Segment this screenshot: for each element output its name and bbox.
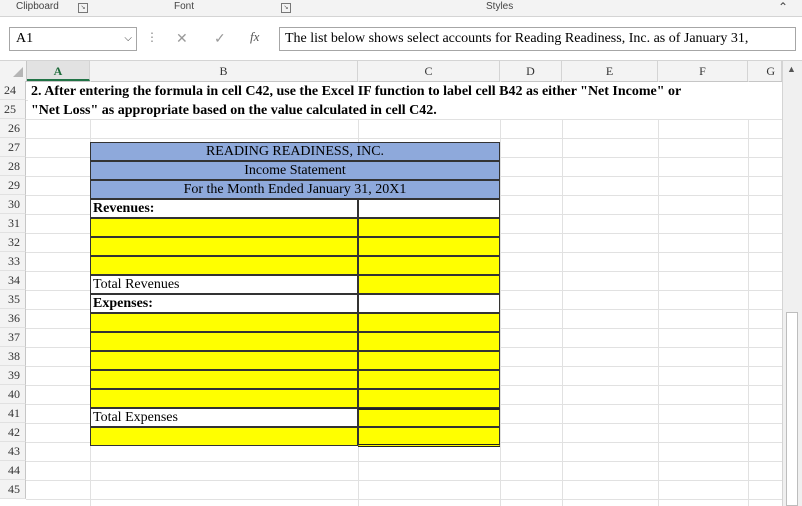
row-header-29[interactable]: 29 xyxy=(0,176,26,195)
revenue-account-cell[interactable] xyxy=(90,218,358,237)
scrollbar-thumb[interactable] xyxy=(786,312,798,506)
row-header-28[interactable]: 28 xyxy=(0,157,26,176)
revenues-amount-cell[interactable] xyxy=(358,199,500,218)
company-name-cell[interactable]: READING READINESS, INC. xyxy=(90,142,500,161)
column-header-d[interactable]: D xyxy=(500,61,562,81)
expense-account-cell[interactable] xyxy=(90,389,358,408)
row-header-33[interactable]: 33 xyxy=(0,252,26,271)
expenses-label-cell[interactable]: Expenses: xyxy=(90,294,358,313)
row-header-38[interactable]: 38 xyxy=(0,347,26,366)
total-expenses-label-cell[interactable]: Total Expenses xyxy=(90,408,358,427)
ribbon-group-labels xyxy=(0,0,802,17)
revenue-amount-cell[interactable] xyxy=(358,256,500,275)
expense-amount-cell[interactable] xyxy=(358,389,500,408)
revenue-amount-cell[interactable] xyxy=(358,237,500,256)
expense-amount-cell[interactable] xyxy=(358,370,500,389)
column-header-b[interactable]: B xyxy=(90,61,358,81)
total-expenses-amount-cell[interactable] xyxy=(358,408,500,427)
formula-content: The list below shows select accounts for Reading Readiness, Inc. as of January 31, xyxy=(285,31,749,46)
revenues-label-cell[interactable]: Revenues: xyxy=(90,199,358,218)
gridline xyxy=(26,119,782,120)
styles-group-label: Styles xyxy=(486,1,514,12)
row-header-45[interactable]: 45 xyxy=(0,480,26,499)
gridline xyxy=(26,461,782,462)
row-header-42[interactable]: 42 xyxy=(0,423,26,442)
font-group-label: Font xyxy=(174,1,195,12)
net-income-amount-cell[interactable] xyxy=(358,427,500,447)
enter-icon[interactable]: ✓ xyxy=(214,30,226,46)
expense-amount-cell[interactable] xyxy=(358,332,500,351)
row-header-30[interactable]: 30 xyxy=(0,195,26,214)
expense-amount-cell[interactable] xyxy=(358,313,500,332)
row-header-41[interactable]: 41 xyxy=(0,404,26,423)
insert-function-icon[interactable]: fx xyxy=(250,29,260,44)
expense-account-cell[interactable] xyxy=(90,351,358,370)
row-header-36[interactable]: 36 xyxy=(0,309,26,328)
expenses-amount-cell[interactable] xyxy=(358,294,500,313)
gridline xyxy=(26,499,782,500)
row-header-43[interactable]: 43 xyxy=(0,442,26,461)
statement-period-cell[interactable]: For the Month Ended January 31, 20X1 xyxy=(90,180,500,199)
chevron-up-icon[interactable]: ⌃ xyxy=(778,0,789,14)
row-header-40[interactable]: 40 xyxy=(0,385,26,404)
instruction-line-2: "Net Loss" as appropriate based on the value calculated in cell C42. xyxy=(31,103,437,118)
chevron-down-icon[interactable]: ⌵ xyxy=(124,33,132,44)
font-launcher-icon[interactable]: ↘ xyxy=(281,3,291,13)
revenue-account-cell[interactable] xyxy=(90,237,358,256)
cancel-icon[interactable]: ✕ xyxy=(176,30,188,46)
gridline xyxy=(748,81,749,506)
row-header-34[interactable]: 34 xyxy=(0,271,26,290)
column-header-e[interactable]: E xyxy=(562,61,658,81)
revenue-account-cell[interactable] xyxy=(90,256,358,275)
row-header-37[interactable]: 37 xyxy=(0,328,26,347)
scroll-up-icon[interactable]: ▲ xyxy=(787,64,796,74)
select-all-icon xyxy=(13,67,23,77)
gridline xyxy=(500,81,501,506)
row-header-44[interactable]: 44 xyxy=(0,461,26,480)
column-header-g[interactable]: G xyxy=(748,61,782,81)
gridline xyxy=(562,81,563,506)
row-header-27[interactable]: 27 xyxy=(0,138,26,157)
name-box[interactable] xyxy=(9,27,137,51)
clipboard-group-label: Clipboard xyxy=(16,1,59,12)
net-income-label-cell[interactable] xyxy=(90,427,358,446)
row-header-35[interactable]: 35 xyxy=(0,290,26,309)
row-header-39[interactable]: 39 xyxy=(0,366,26,385)
expense-account-cell[interactable] xyxy=(90,313,358,332)
more-dots-icon[interactable]: ⋮ xyxy=(146,30,158,44)
gridline xyxy=(26,138,782,139)
gridline xyxy=(658,81,659,506)
column-header-f[interactable]: F xyxy=(658,61,748,81)
column-header-a[interactable]: A xyxy=(27,61,90,81)
row-header-32[interactable]: 32 xyxy=(0,233,26,252)
expense-amount-cell[interactable] xyxy=(358,351,500,370)
gridline xyxy=(26,480,782,481)
statement-title-cell[interactable]: Income Statement xyxy=(90,161,500,180)
expense-account-cell[interactable] xyxy=(90,332,358,351)
name-box-value: A1 xyxy=(16,31,34,46)
expense-account-cell[interactable] xyxy=(90,370,358,389)
total-revenues-label-cell[interactable]: Total Revenues xyxy=(90,275,358,294)
formula-input[interactable] xyxy=(279,27,796,51)
revenue-amount-cell[interactable] xyxy=(358,218,500,237)
instruction-line-1: 2. After entering the formula in cell C42, use the Excel IF function to label cell B42 as either "Net Income" or xyxy=(31,84,682,99)
column-header-c[interactable]: C xyxy=(358,61,500,81)
row-header-31[interactable]: 31 xyxy=(0,214,26,233)
clipboard-launcher-icon[interactable]: ↘ xyxy=(78,3,88,13)
row-header-24[interactable]: 24 xyxy=(0,81,26,100)
row-header-25[interactable]: 25 xyxy=(0,100,26,119)
row-header-26[interactable]: 26 xyxy=(0,119,26,138)
total-revenues-amount-cell[interactable] xyxy=(358,275,500,294)
